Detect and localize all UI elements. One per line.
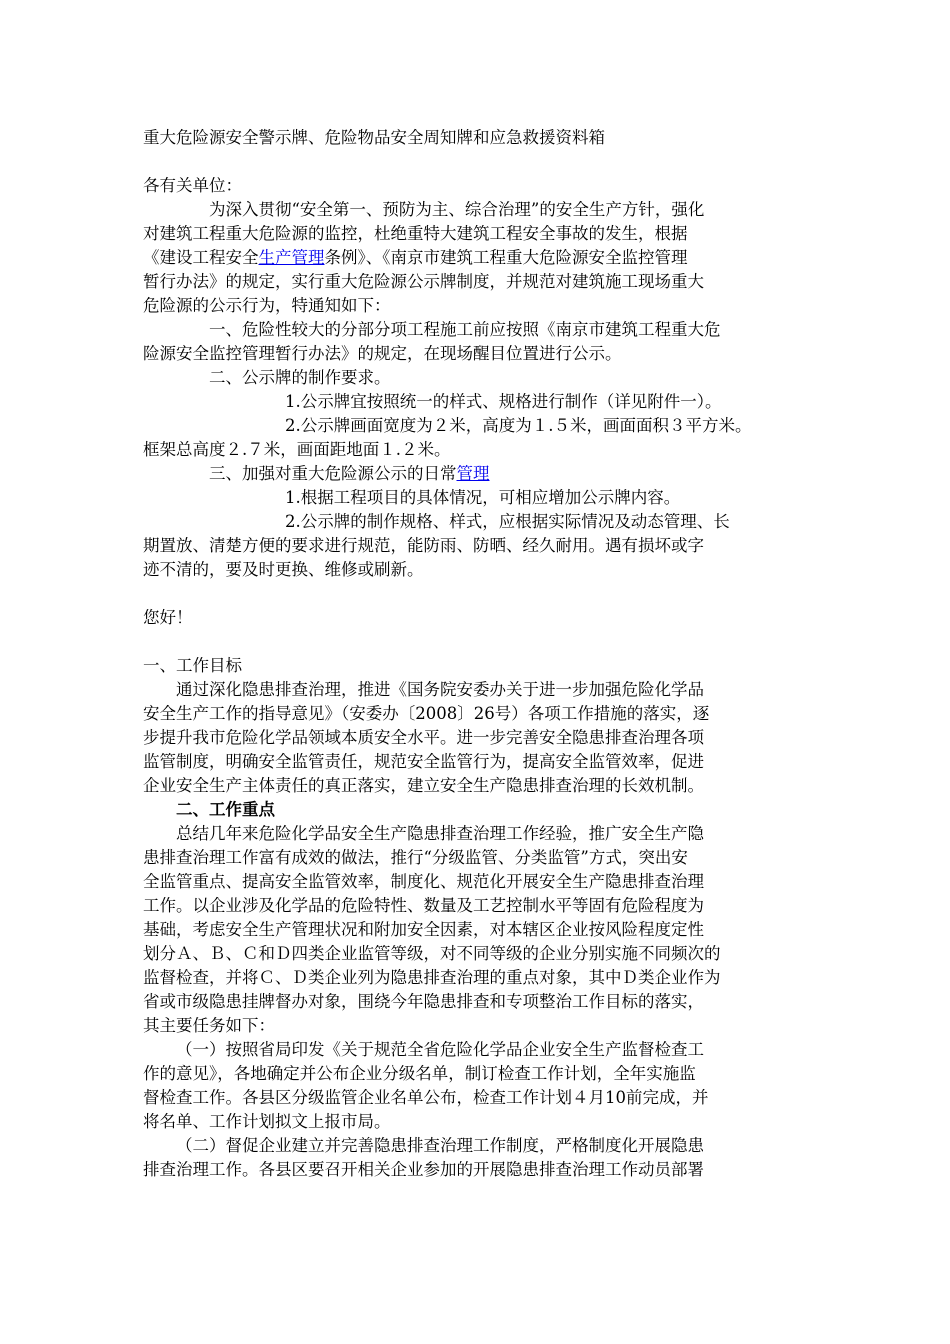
production-management-link[interactable]: 生产管理 bbox=[258, 248, 325, 267]
section2-line: 划分Ａ、Ｂ、Ｃ和Ｄ四类企业监管等级，对不同等级的企业分别实施不同频次的 bbox=[143, 944, 721, 963]
item3-sub1: 1.根据工程项目的具体情况，可相应增加公示牌内容。 bbox=[285, 488, 681, 507]
intro-line: 危险源的公示行为，特通知如下： bbox=[143, 296, 391, 315]
item1-line: 一、危险性较大的分部分项工程施工前应按照《南京市建筑工程重大危 bbox=[209, 320, 721, 339]
section2-line: 省或市级隐患挂牌督办对象，围绕今年隐患排查和专项整治工作目标的落实， bbox=[143, 992, 704, 1011]
item1-line: 险源安全监控管理暂行办法》的规定，在现场醒目位置进行公示。 bbox=[143, 344, 622, 363]
item2-sub2: 框架总高度２.７米，画面距地面１.２米。 bbox=[143, 440, 451, 459]
intro-line: 为深入贯彻“安全第一、预防为主、综合治理”的安全生产方针，强化 bbox=[209, 200, 705, 219]
section2-line: 总结几年来危险化学品安全生产隐患排查治理工作经验，推广安全生产隐 bbox=[176, 824, 704, 843]
item3-sub2: 迹不清的，要及时更换、维修或刷新。 bbox=[143, 560, 424, 579]
greeting: 您好！ bbox=[143, 608, 193, 627]
task1-line: 督检查工作。各县区分级监管企业名单公布，检查工作计划４月10前完成，并 bbox=[143, 1088, 709, 1107]
item3-sub2: 期置放、清楚方便的要求进行规范，能防雨、防晒、经久耐用。遇有损坏或字 bbox=[143, 536, 704, 555]
task2-line: 排查治理工作。各县区要召开相关企业参加的开展隐患排查治理工作动员部署 bbox=[143, 1160, 704, 1179]
section2-line: 工作。以企业涉及化学品的危险特性、数量及工艺控制水平等固有危险程度为 bbox=[143, 896, 704, 915]
section1-line: 监管制度，明确安全监管责任，规范安全监管行为，提高安全监管效率，促进 bbox=[143, 752, 704, 771]
task1-line: （一）按照省局印发《关于规范全省危险化学品企业安全生产监督检查工 bbox=[176, 1040, 704, 1059]
section2-line: 全监管重点、提高安全监管效率，制度化、规范化开展安全生产隐患排查治理 bbox=[143, 872, 704, 891]
management-link[interactable]: 管理 bbox=[456, 464, 490, 483]
intro-text: 《建设工程安全 bbox=[143, 248, 259, 267]
item3-sub2: 2.公示牌的制作规格、样式，应根据实际情况及动态管理、长 bbox=[285, 512, 730, 531]
section1-line: 安全生产工作的指导意见》（安委办〔2008〕26号）各项工作措施的落实，逐 bbox=[143, 704, 710, 723]
task2-line: （二）督促企业建立并完善隐患排查治理工作制度，严格制度化开展隐患 bbox=[176, 1136, 704, 1155]
item2-sub1: 1.公示牌宜按照统一的样式、规格进行制作（详见附件一）。 bbox=[285, 392, 722, 411]
salutation: 各有关单位： bbox=[143, 176, 242, 195]
item3-heading bbox=[209, 462, 490, 486]
section1-line: 通过深化隐患排查治理，推进《国务院安委办关于进一步加强危险化学品 bbox=[176, 680, 704, 699]
task1-line: 将名单、工作计划拟文上报市局。 bbox=[143, 1112, 391, 1131]
item3-heading-text: 三、加强对重大危险源公示的日常 bbox=[209, 464, 457, 483]
section2-line: 基础，考虑安全生产管理状况和附加安全因素，对本辖区企业按风险程度定性 bbox=[143, 920, 704, 939]
section1-line: 企业安全生产主体责任的真正落实，建立安全生产隐患排查治理的长效机制。 bbox=[143, 776, 704, 795]
intro-text: 条例》、《南京市建筑工程重大危险源安全监控管理 bbox=[324, 248, 688, 267]
document-title: 重大危险源安全警示牌、危险物品安全周知牌和应急救援资料箱 bbox=[143, 128, 605, 147]
item2-heading: 二、公示牌的制作要求。 bbox=[209, 368, 391, 387]
section1-heading: 一、工作目标 bbox=[143, 656, 242, 675]
section2-line: 其主要任务如下： bbox=[143, 1016, 275, 1035]
intro-line: 暂行办法》的规定，实行重大危险源公示牌制度，并规范对建筑施工现场重大 bbox=[143, 272, 704, 291]
section2-heading: 二、工作重点 bbox=[176, 800, 275, 819]
intro-line: 对建筑工程重大危险源的监控，杜绝重特大建筑工程安全事故的发生，根据 bbox=[143, 224, 688, 243]
intro-line bbox=[143, 246, 688, 270]
item2-sub2: 2.公示牌画面宽度为２米，高度为１.５米，画面面积３平方米。 bbox=[285, 416, 752, 435]
task1-line: 作的意见》，各地确定并公布企业分级名单，制订检查工作计划，全年实施监 bbox=[143, 1064, 696, 1083]
section1-line: 步提升我市危险化学品领域本质安全水平。进一步完善安全隐患排查治理各项 bbox=[143, 728, 704, 747]
section2-line: 患排查治理工作富有成效的做法，推行“分级监管、分类监管”方式，突出安 bbox=[143, 848, 688, 867]
section2-line: 监督检查，并将Ｃ、Ｄ类企业列为隐患排查治理的重点对象，其中Ｄ类企业作为 bbox=[143, 968, 721, 987]
